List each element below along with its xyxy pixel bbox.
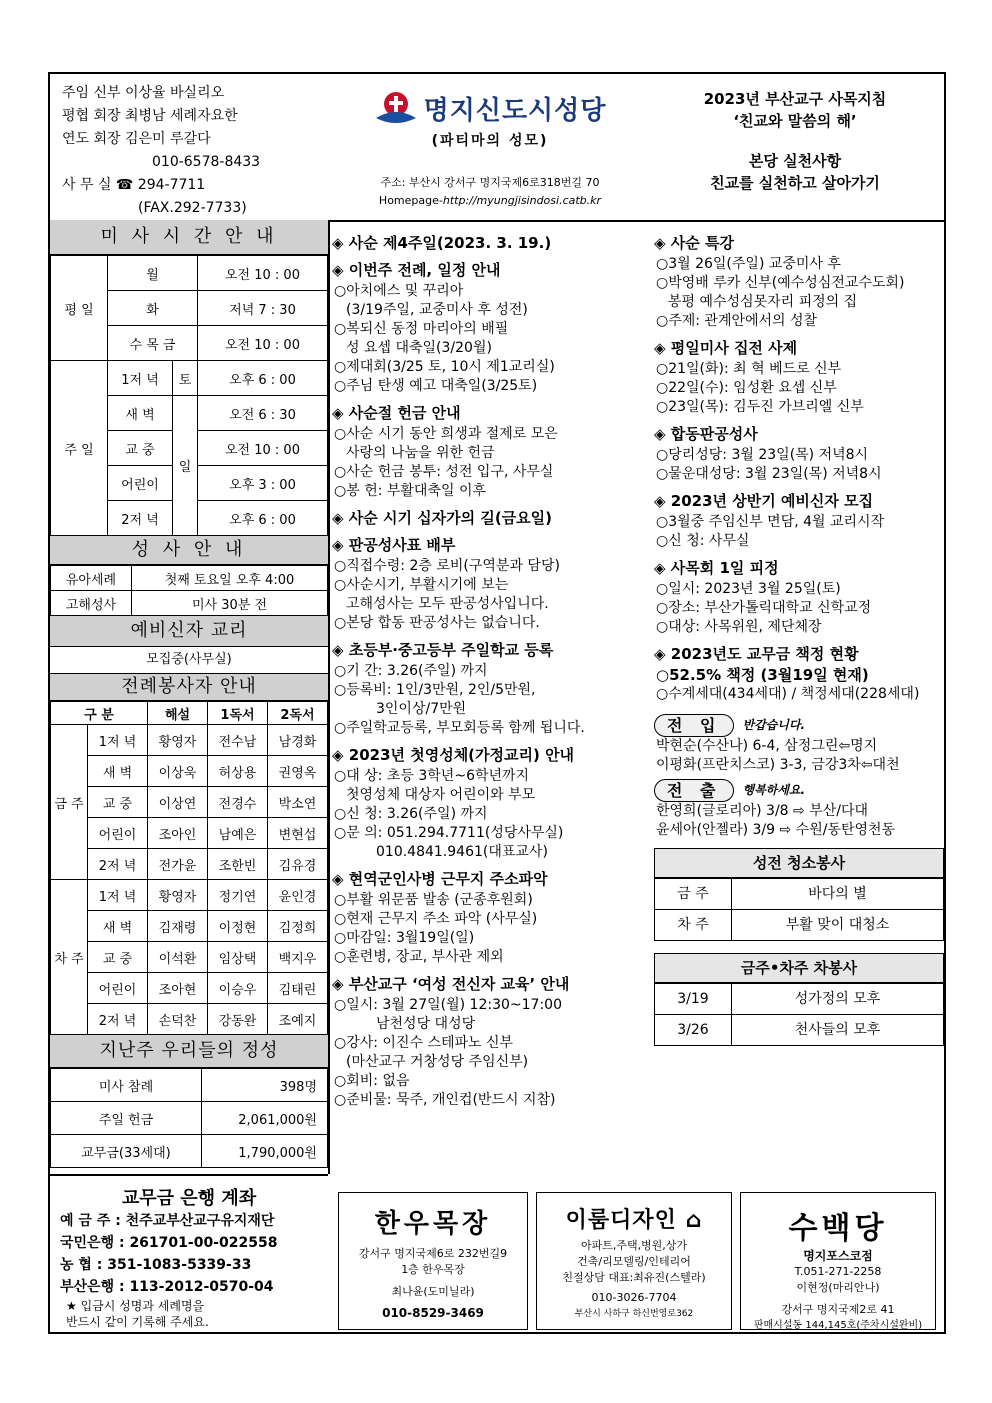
notice-line: 010.4841.9461(대표교사): [376, 844, 548, 860]
group-label: 금 주: [51, 725, 88, 880]
notice-line: ○일시: 2023년 3월 25일(토): [656, 581, 841, 597]
notice-line: 성 요셉 대축일(3/20월): [346, 340, 492, 356]
reader-1: 전수남: [208, 725, 268, 756]
homepage-label: Homepage-: [378, 194, 443, 207]
house-icon: ⌂: [685, 1208, 703, 1233]
mass-time: 오전 6 : 30: [198, 396, 328, 431]
notice-line: ○21일(화): 최 혁 베드로 신부: [656, 361, 842, 377]
col-header: 해설: [148, 702, 208, 725]
car-service-title: 금주•차주 차봉사: [654, 953, 944, 983]
bank-accounts: [50, 1174, 328, 1334]
sacrament-name: 고해성사: [51, 591, 132, 616]
mass-time: 오전 10 : 00: [198, 326, 328, 361]
ad-phone: 010-8529-3469: [382, 1306, 484, 1320]
notice-line: 고해성사는 모두 판공성사입니다.: [346, 596, 549, 612]
notice-line: ○물운대성당: 3월 23일(목) 저녁8시: [656, 466, 882, 482]
offerings-title: 지난주 우리들의 정성: [50, 1035, 328, 1068]
notice-line: ○주님 탄생 예고 대축일(3/25토): [334, 378, 538, 394]
notice-line: 봉평 예수성심못자리 피정의 집: [668, 294, 858, 310]
mass-time: 저녁 7 : 30: [198, 291, 328, 326]
liturgy-table: [50, 701, 328, 1035]
notice-line: ○현재 근무지 주소 파악 (사무실): [334, 911, 538, 927]
car-team: 천사들의 모후: [732, 1015, 944, 1046]
notice-line: ○회비: 없음: [334, 1073, 410, 1089]
church-identity: [340, 82, 640, 207]
notice-line: (3/19주일, 교중미사 후 성전): [346, 302, 528, 318]
bank-title: 교무금 은행 계좌: [121, 1188, 257, 1209]
mass-sub: 토: [173, 361, 198, 396]
notice-line: ○박영배 루카 신부(예수성심전교수도회): [656, 275, 905, 291]
motto-line: ‘친교와 말씀의 해’: [733, 112, 857, 130]
bank-line: 국민은행 : 261701-00-022558: [60, 1235, 278, 1251]
notice-line: ○수계세대(434세대) / 책정세대(228세대): [656, 686, 920, 702]
ad-line: 강서구 명지국제6로 232번길9: [358, 1247, 508, 1260]
mass-name: 새 벽: [88, 756, 148, 787]
sacrament-value: 첫째 토요일 오후 4:00: [132, 566, 328, 591]
notice-line: 3인이상/7만원: [376, 701, 467, 717]
mass-name: 2저 녁: [88, 1004, 148, 1035]
reader-2: 윤인경: [268, 880, 328, 911]
notice-line: ○사순시기, 부활시기에 보는: [334, 577, 509, 593]
church-address: 주소: 부산시 강서구 명지국제6로318번길 70: [380, 176, 600, 189]
section-heading: ◈ 평일미사 집전 사제: [654, 339, 798, 357]
reader-2: 백지우: [268, 942, 328, 973]
mass-name: 1저 녁: [88, 725, 148, 756]
section-heading: ◈ 2023년 첫영성체(가정교리) 안내: [332, 746, 575, 764]
commentator: 전가윤: [148, 849, 208, 880]
reader-2: 박소연: [268, 787, 328, 818]
offering-name: 주일 헌금: [51, 1102, 202, 1135]
reader-1: 강동완: [208, 1004, 268, 1035]
mass-name: 교 중: [88, 942, 148, 973]
offering-value: 398명: [202, 1069, 328, 1102]
mass-sub: 일: [173, 396, 198, 536]
homepage: [340, 194, 640, 207]
mass-name: 새 벽: [108, 396, 173, 431]
notice-line: (마산교구 거창성당 주임신부): [346, 1054, 529, 1070]
notice-line: ○복되신 동정 마리아의 배필: [334, 321, 509, 337]
ad-line: 친절상담 대표:최유진(스텔라): [562, 1271, 706, 1284]
ad-line: 010-3026-7704: [591, 1291, 677, 1304]
ad-irum-design: [536, 1192, 732, 1330]
staff-line: 010-6578-8433: [152, 154, 261, 170]
ad-line: 아파트,주택,병원,상가: [580, 1239, 688, 1252]
staff-line: 주임 신부 이상율 바실리오: [62, 85, 225, 101]
notice-line: 남천성당 대성당: [376, 1016, 476, 1032]
mass-name: 교 중: [108, 431, 173, 466]
notice-line: ○당리성당: 3월 23일(목) 저녁8시: [656, 447, 869, 463]
commentator: 이상연: [148, 787, 208, 818]
ad-hanwoo: [338, 1192, 528, 1330]
offering-value: 2,061,000원: [202, 1102, 328, 1135]
mass-time: 오후 6 : 00: [198, 501, 328, 536]
reader-2: 김정희: [268, 911, 328, 942]
ad-title-text: 이룸디자인: [565, 1208, 677, 1233]
reader-1: 이승우: [208, 973, 268, 1004]
section-heading: ◈ 부산교구 ‘여성 전신자 교육’ 안내: [332, 975, 570, 993]
mass-day: 수 목 금: [108, 326, 198, 361]
ad-line: 1층 한우목장: [401, 1263, 465, 1276]
reader-1: 정기연: [208, 880, 268, 911]
staff-line: 평협 회장 최병남 세례자요한: [62, 108, 238, 124]
notice-line: ○신 청: 사무실: [656, 533, 750, 549]
catechumen-title: 예비신자 교리: [50, 616, 328, 647]
offering-value: 1,790,000원: [202, 1135, 328, 1168]
move-out-greeting: 행복하세요.: [742, 783, 806, 797]
notice-line: ○22일(수): 임성환 요셉 신부: [656, 380, 837, 396]
notice-line: ○아치에스 및 꾸리아: [334, 283, 464, 299]
church-logo-icon: [374, 88, 418, 128]
header: [50, 74, 944, 222]
move-in-header: [654, 714, 944, 737]
section-heading: ◈ 사순 특강: [654, 234, 734, 252]
reader-2: 조예지: [268, 1004, 328, 1035]
mass-title: 미 사 시 간 안 내: [50, 220, 328, 255]
reader-1: 조한빈: [208, 849, 268, 880]
section-heading: ◈ 현역군인사병 근무지 주소파악: [332, 870, 548, 888]
notice-line: ○기 간: 3.26(주일) 까지: [334, 663, 488, 679]
section-heading: ◈ 합동판공성사: [654, 425, 758, 443]
notice-line: ○직접수령: 2층 로비(구역분과 담당): [334, 558, 560, 574]
section-heading: ◈ 이번주 전례, 일정 안내: [332, 261, 501, 279]
car-date: 3/26: [655, 1015, 732, 1046]
cleaning-team: 바다의 별: [732, 879, 944, 910]
diocese-motto: [650, 88, 940, 194]
notice-line: ○대 상: 초등 3학년~6학년까지: [334, 768, 530, 784]
commentator: 조아인: [148, 818, 208, 849]
section-heading: ◈ 사목회 1일 피정: [654, 559, 779, 577]
ad-line: 강서구 명지국제2로 41: [781, 1303, 895, 1316]
commentator: 김재령: [148, 911, 208, 942]
mass-time: 오전 10 : 00: [198, 431, 328, 466]
mass-name: 1저 녁: [108, 361, 173, 396]
ad-title: 수백당: [788, 1211, 888, 1246]
notice-line: ○부활 위문품 발송 (군종후원회): [334, 892, 533, 908]
move-out-line: 윤세아(안젤라) 3/9 ⇨ 수원/동탄영천동: [656, 822, 896, 838]
mass-name: 새 벽: [88, 911, 148, 942]
reader-1: 임상택: [208, 942, 268, 973]
notice-line: ○3월 26일(주일) 교중미사 후: [656, 256, 841, 272]
notice-line: ○문 의: 051.294.7711(성당사무실): [334, 825, 564, 841]
reader-2: 김유경: [268, 849, 328, 880]
car-team: 성가정의 모후: [732, 984, 944, 1015]
ads-row: [334, 1192, 940, 1330]
group-label: 차 주: [51, 880, 88, 1035]
weekday-label: 평 일: [51, 256, 108, 361]
catechumen-value: 모집중(사무실): [50, 647, 328, 674]
ad-title: [537, 1203, 731, 1234]
notice-line: ○사순 헌금 봉투: 성전 입구, 사무실: [334, 464, 554, 480]
move-in-greeting: 반갑습니다.: [742, 718, 806, 732]
commentator: 황영자: [148, 725, 208, 756]
bank-line: 부산은행 : 113-2012-0570-04: [60, 1279, 274, 1295]
mass-name: 2저 녁: [108, 501, 173, 536]
ad-line: 이현정(마리안나): [796, 1281, 880, 1294]
commentator: 황영자: [148, 880, 208, 911]
mass-name: 어린이: [88, 818, 148, 849]
sacrament-name: 유아세례: [51, 566, 132, 591]
staff-info: [62, 82, 332, 220]
mass-name: 어린이: [108, 466, 173, 501]
reader-1: 전경수: [208, 787, 268, 818]
commentator: 조아현: [148, 973, 208, 1004]
ad-line: T.051-271-2258: [794, 1265, 882, 1278]
move-in-line: 박현순(수산나) 6-4, 삼정그린⇦명지: [656, 738, 878, 754]
bank-line: 예 금 주 : 천주교부산교구유지재단: [60, 1213, 275, 1229]
notice-line: ○대상: 사목위원, 제단체장: [656, 619, 822, 635]
mass-time: 오후 3 : 00: [198, 466, 328, 501]
notice-line: ○3월중 주임신부 면담, 4월 교리시작: [656, 514, 885, 530]
homepage-link[interactable]: http://myungjisindosi.catb.kr: [442, 194, 602, 207]
offering-name: 교무금(33세대): [51, 1135, 202, 1168]
motto-line: 2023년 부산교구 사목지침: [703, 90, 887, 108]
section-heading: ◈ 판공성사표 배부: [332, 536, 456, 554]
reader-1: 허상용: [208, 756, 268, 787]
ad-line: 판매시설동 144,145호(주차시설완비): [753, 1320, 923, 1331]
mass-name: 2저 녁: [88, 849, 148, 880]
commentator: 손덕찬: [148, 1004, 208, 1035]
motto-line: 본당 실천사항: [748, 152, 842, 170]
notice-line: ○등록비: 1인/3만원, 2인/5만원,: [334, 682, 536, 698]
mass-table: [50, 255, 328, 536]
move-in-badge: 전 입: [654, 714, 734, 737]
section-heading: ◈ 사순 시기 십자가의 길(금요일): [332, 509, 553, 527]
ad-subaekdang: [740, 1192, 936, 1330]
notice-line: ○23일(목): 김두진 가브리엘 신부: [656, 399, 864, 415]
ad-line: 건축/리모델링/인테리어: [577, 1255, 691, 1268]
bank-note: ★ 입금시 성명과 세례명을: [66, 1299, 205, 1313]
cleaning-week: 차 주: [655, 910, 732, 941]
mass-day: 화: [108, 291, 198, 326]
notice-line: ○주일학교등록, 부모회등록 함께 됩니다.: [334, 720, 585, 736]
notice-line: ○봉 헌: 부활대축일 이후: [334, 483, 486, 499]
section-heading: ◈ 초등부·중고등부 주일학교 등록: [332, 641, 554, 659]
sacrament-table: [50, 565, 328, 616]
notice-line: ○장소: 부산가톨릭대학교 신학교정: [656, 600, 872, 616]
notice-line: ○강사: 이진수 스테파노 신부: [334, 1035, 514, 1051]
liturgy-title: 전례봉사자 안내: [50, 674, 328, 701]
move-out-badge: 전 출: [654, 779, 734, 802]
move-in-line: 이평화(프란치스코) 3-3, 금강3차⇦대천: [656, 757, 900, 773]
staff-line: 사 무 실 ☎ 294-7711: [62, 177, 206, 193]
section-heading: ◈ 2023년도 교무금 책정 현황: [654, 645, 859, 663]
middle-column: [332, 226, 650, 1110]
offerings-table: [50, 1068, 328, 1168]
bank-note: 반드시 같이 기록해 주세요.: [66, 1315, 209, 1329]
sunday-label: 주 일: [51, 361, 108, 536]
cleaning-week: 금 주: [655, 879, 732, 910]
notice-line: ○준비물: 묵주, 개인컵(반드시 지참): [334, 1092, 556, 1108]
mass-name: 교 중: [88, 787, 148, 818]
notice-line: ○제대회(3/25 토, 10시 제1교리실): [334, 359, 555, 375]
mass-time: 오전 10 : 00: [198, 256, 328, 291]
bank-line: 농 협 : 351-1083-5339-33: [60, 1257, 252, 1273]
commentator: 이석환: [148, 942, 208, 973]
mass-time: 오후 6 : 00: [198, 361, 328, 396]
notice-line: 첫영성체 대상자 어린이와 부모: [346, 787, 536, 803]
car-date: 3/19: [655, 984, 732, 1015]
sacrament-title: 성 사 안 내: [50, 536, 328, 565]
mass-name: 1저 녁: [88, 880, 148, 911]
col-header: 구 분: [51, 702, 148, 725]
ad-title: 한우목장: [374, 1209, 492, 1239]
sacrament-value: 미사 30분 전: [132, 591, 328, 616]
car-service-box: [654, 953, 944, 1046]
reader-1: 남예은: [208, 818, 268, 849]
bulletin-frame: [48, 72, 946, 1334]
cleaning-team: 부활 맞이 대청소: [732, 910, 944, 941]
move-out-line: 한영희(글로리아) 3/8 ⇨ 부산/다대: [656, 803, 869, 819]
staff-line: 연도 회장 김은미 루갈다: [62, 131, 211, 147]
reader-2: 남경화: [268, 725, 328, 756]
section-heading: ◈ 사순 제4주일(2023. 3. 19.): [332, 234, 552, 252]
notice-line: 사랑의 나눔을 위한 헌금: [346, 445, 495, 461]
reader-2: 김태린: [268, 973, 328, 1004]
right-column: [654, 226, 944, 1046]
notice-line: ○주제: 관계안에서의 성찰: [656, 313, 818, 329]
notice-line: ○일시: 3월 27일(월) 12:30~17:00: [334, 997, 562, 1013]
notice-line: ○신 청: 3.26(주일) 까지: [334, 806, 488, 822]
cleaning-box: [654, 848, 944, 941]
reader-2: 변현섭: [268, 818, 328, 849]
church-subtitle: (파티마의 성모): [431, 133, 549, 149]
move-out-header: [654, 779, 944, 802]
notice-line: ○훈련병, 장교, 부사관 제외: [334, 949, 504, 965]
notice-line: ○마감일: 3월19일(일): [334, 930, 475, 946]
cleaning-title: 성전 청소봉사: [654, 848, 944, 878]
col-header: 1독서: [208, 702, 268, 725]
notice-line: ○본당 합동 판공성사는 없습니다.: [334, 615, 540, 631]
section-heading: ◈ 2023년 상반기 예비신자 모집: [654, 492, 874, 510]
col-header: 2독서: [268, 702, 328, 725]
church-name: 명지신도시성당: [423, 95, 607, 126]
mass-name: 어린이: [88, 973, 148, 1004]
ad-branch: 명지포스코점: [803, 1249, 873, 1263]
section-heading: ◈ 사순절 헌금 안내: [332, 404, 461, 422]
reader-1: 이정현: [208, 911, 268, 942]
ad-address: 부산시 사하구 하신번영로362: [574, 1309, 694, 1319]
left-column: [50, 220, 330, 1174]
assessment-rate: ○52.5% 책정 (3월19일 현재): [656, 666, 869, 684]
mass-day: 월: [108, 256, 198, 291]
reader-2: 권영옥: [268, 756, 328, 787]
notice-line: ○사순 시기 동안 희생과 절제로 모은: [334, 426, 558, 442]
offering-name: 미사 참례: [51, 1069, 202, 1102]
motto-line: 친교를 실천하고 살아가기: [710, 174, 880, 192]
staff-line: (FAX.292-7733): [138, 200, 247, 216]
commentator: 이상욱: [148, 756, 208, 787]
ad-line: 최나윤(도미닐라): [391, 1285, 475, 1298]
